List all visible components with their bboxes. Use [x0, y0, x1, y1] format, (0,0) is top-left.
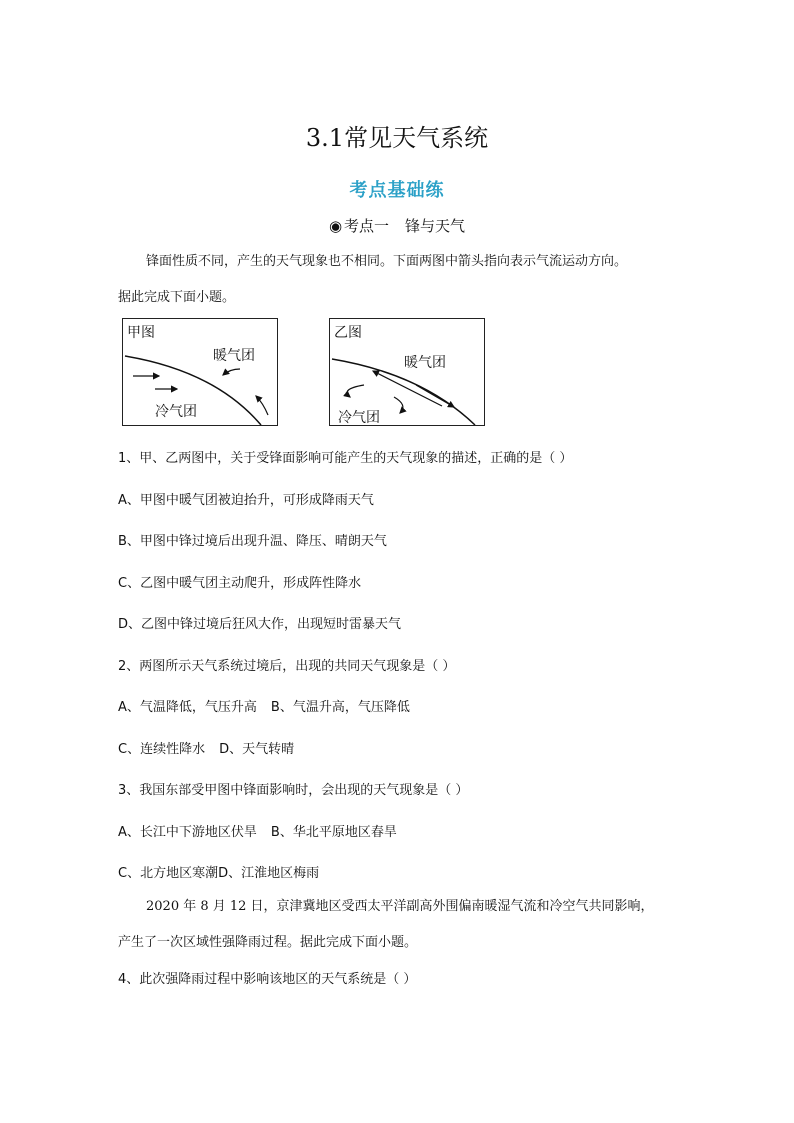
question-2-options-row [118, 738, 698, 757]
question-2-option: B、气温升高，气压降低 [270, 700, 410, 715]
question-1-stem: 1、甲、乙两图中，关于受锋面影响可能产生的天气现象的描述，正确的是（ ） [118, 451, 573, 466]
figure-yi [329, 318, 485, 426]
warm-air-mass-label: 暖气团 [404, 355, 446, 371]
figure-title: 乙图 [334, 325, 362, 341]
subsection-title [0, 215, 794, 236]
frontal-arrow [256, 396, 268, 415]
question-3-option: D、江淮地区梅雨 [218, 866, 320, 881]
page-title: 3.1常见天气系统 [305, 124, 489, 152]
question-2-option: D、天气转晴 [219, 742, 295, 757]
question-3-option: B、华北平原地区春旱 [270, 825, 397, 840]
bullet-icon: ◉ [328, 217, 343, 235]
intro-line: 2020 年 8 月 12 日，京津冀地区受西太平洋副高外围偏南暖湿气流和冷空气共同影响， [146, 899, 654, 914]
question-1-option: C、乙图中暖气团主动爬升，形成阵性降水 [118, 576, 362, 591]
question-4-stem: 4、此次强降雨过程中影响该地区的天气系统是（ ） [118, 972, 417, 987]
subsection-point: 考点一 [344, 217, 390, 235]
warm-air-arrow [223, 369, 240, 375]
intro-line: 锋面性质不同，产生的天气现象也不相同。下面两图中箭头指向表示气流运动方向。 [146, 254, 628, 269]
question-2-stem: 2、两图所示天气系统过境后，出现的共同天气现象是（ ） [118, 659, 456, 674]
question-2-options-row [118, 696, 698, 715]
intro-paragraph-1 [118, 244, 678, 316]
question-2-option: A、气温降低，气压升高 [118, 700, 257, 715]
subsection-topic: 锋与天气 [405, 217, 466, 235]
cold-air-arrow [347, 385, 364, 397]
cold-air-arrow [394, 397, 403, 413]
question-3-stem: 3、我国东部受甲图中锋面影响时，会出现的天气现象是（ ） [118, 783, 469, 798]
warm-air-arrow [373, 371, 442, 406]
question-3-options-row [118, 821, 698, 840]
question-3-option: A、长江中下游地区伏旱 [118, 825, 257, 840]
cold-air-mass-label: 冷气团 [338, 410, 380, 426]
intro-line: 产生了一次区域性强降雨过程。据此完成下面小题。 [118, 935, 418, 950]
warm-air-mass-label: 暖气团 [213, 348, 255, 364]
question-2-option: C、连续性降水 [118, 742, 206, 757]
figure-jia [122, 318, 278, 426]
question-1-option: A、甲图中暖气团被迫抬升，可形成降雨天气 [118, 493, 374, 508]
cold-air-mass-label: 冷气团 [155, 404, 197, 420]
question-3-options-row [118, 862, 698, 881]
intro-line: 据此完成下面小题。 [118, 290, 236, 305]
question-1-option: B、甲图中锋过境后出现升温、降压、晴朗天气 [118, 534, 387, 549]
section-title: 考点基础练 [349, 180, 445, 201]
figure-title: 甲图 [127, 325, 155, 341]
intro-paragraph-2 [118, 889, 698, 961]
question-3-option: C、北方地区寒潮 [118, 866, 219, 881]
question-1-option: D、乙图中锋过境后狂风大作，出现短时雷暴天气 [118, 617, 402, 632]
